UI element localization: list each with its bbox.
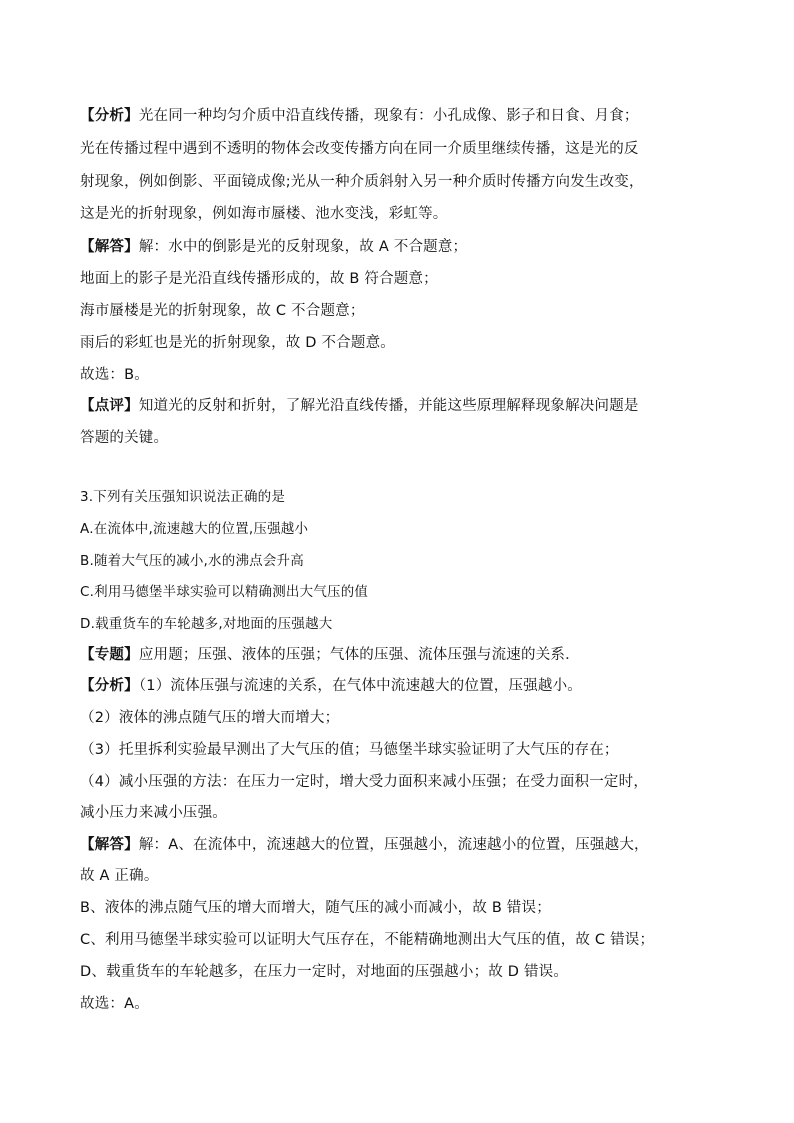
q2-analysis-tag: 【分析】 [80,108,139,124]
q3-analysis-text-1: （1）流体压强与流速的关系，在气体中流速越大的位置，压强越小。 [138,678,582,694]
q2-analysis-line-4: 这是光的折射现象，例如海市蜃楼、池水变浅，彩虹等。 [80,206,448,222]
q3-answer-line-1 [80,835,720,855]
q3-question: 3.下列有关压强知识说法正确的是 [80,489,286,505]
q2-analysis-text-1: 光在同一种均匀介质中沿直线传播，现象有：小孔成像、影子和日食、月食； [138,108,639,124]
q3-analysis-line-2: （2）液体的沸点随气压的增大而增大； [80,710,340,726]
q3-analysis-tag: 【分析】 [80,678,139,694]
q3-topic-text: 应用题；压强、液体的压强；气体的压强、流体压强与流速的关系． [138,647,580,663]
q3-answer-line-2: 故 A 正确。 [80,868,159,884]
q2-analysis-line-2: 光在传播过程中遇到不透明的物体会改变传播方向在同一介质里继续传播，这是光的反 [80,141,639,157]
q2-answer-line-1 [80,237,720,257]
q2-answer-line-3: 海市蜃楼是光的折射现象，故 C 不合题意； [80,303,365,319]
q3-option-d: D.载重货车的车轮越多,对地面的压强越大 [80,616,333,632]
q3-analysis-line-4: （4）减小压强的方法：在压力一定时，增大受力面积来减小压强；在受力面积一定时， [80,774,649,790]
q2-answer-line-2: 地面上的影子是光沿直线传播形成的，故 B 符合题意； [80,271,438,287]
q2-comment-line-1 [80,396,720,416]
q2-comment-line-2: 答题的关键。 [80,430,169,446]
q2-answer-line-5: 故选：B。 [80,367,149,383]
q3-option-b: B.随着大气压的减小,水的沸点会升高 [80,553,304,569]
q3-answer-line-4: C、利用马德堡半球实验可以证明大气压存在，不能精确地测出大气压的值，故 C 错误； [80,932,655,948]
q2-comment-text-1: 知道光的反射和折射，了解光沿直线传播，并能这些原理解释现象解决问题是 [138,398,639,414]
q3-answer-tag: 【解答】 [80,837,139,853]
q2-comment-tag: 【点评】 [80,398,139,414]
q3-answer-line-5: D、载重货车的车轮越多，在压力一定时，对地面的压强越小；故 D 错误。 [80,964,569,980]
q3-option-c: C.利用马德堡半球实验可以精确测出大气压的值 [80,584,369,600]
q2-answer-tag: 【解答】 [80,239,139,255]
q3-topic-line [80,645,720,665]
q3-analysis-line-5: 减小压力来减小压强。 [80,805,227,821]
q3-answer-line-3: B、液体的沸点随气压的增大而增大，随气压的减小而减小，故 B 错误； [80,900,551,916]
q3-analysis-line-3: （3）托里拆利实验最早测出了大气压的值；马德堡半球实验证明了大气压的存在； [80,742,619,758]
q3-answer-text-1: 解：A、在流体中，流速越大的位置，压强越小，流速越小的位置，压强越大， [138,837,649,853]
q3-analysis-line-1 [80,676,720,696]
q2-answer-text-1: 解：水中的倒影是光的反射现象，故 A 不合题意； [138,239,468,255]
q3-option-a: A.在流体中,流速越大的位置,压强越小 [80,521,309,537]
q3-topic-tag: 【专题】 [80,647,139,663]
q2-analysis-line-3: 射现象，例如倒影、平面镜成像;光从一种介质斜射入另一种介质时传播方向发生改变， [80,174,644,190]
q2-answer-line-4: 雨后的彩虹也是光的折射现象，故 D 不合题意。 [80,335,395,351]
q2-analysis-line-1 [80,106,720,126]
q3-answer-line-6: 故选：A。 [80,996,149,1012]
